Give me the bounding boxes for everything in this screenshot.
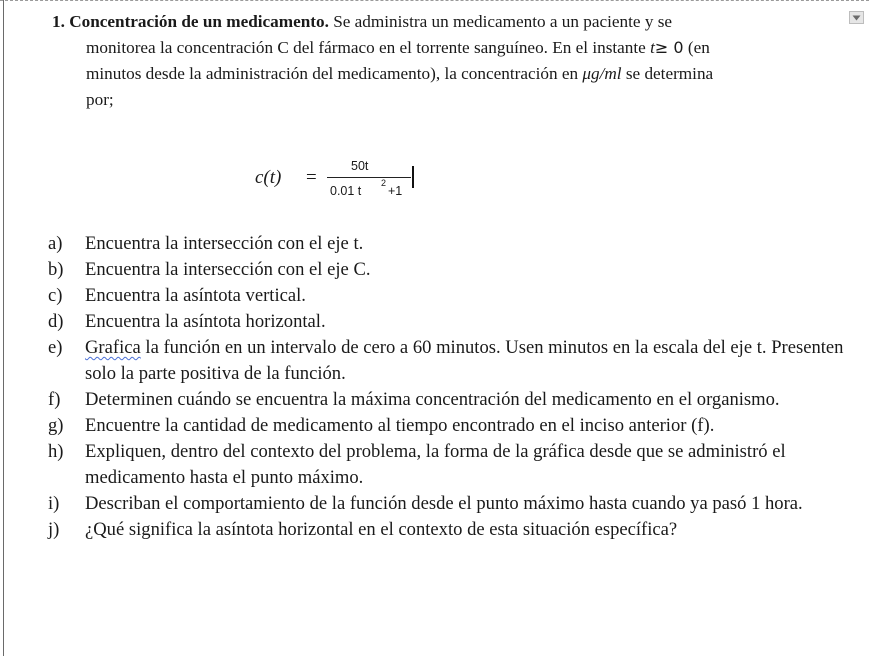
chevron-down-icon — [852, 15, 861, 21]
list-item — [48, 491, 858, 517]
problem-intro-2: monitorea la concentración C del fármaco en el torrente sanguíneo. En el instante — [86, 38, 646, 57]
list-item — [48, 335, 858, 387]
item-letter: e) — [48, 337, 63, 358]
list-item — [48, 439, 858, 491]
problem-intro-1: Se administra un medicamento a un paciente y se — [333, 12, 673, 31]
spellcheck-word[interactable]: Grafica — [85, 337, 141, 358]
list-item — [48, 309, 858, 335]
units: μg/ml — [582, 64, 622, 83]
problem-line-2 — [52, 35, 852, 61]
problem-title: Concentración de un medicamento. — [69, 12, 329, 31]
text-cursor — [412, 166, 414, 188]
item-letter: b) — [48, 259, 64, 280]
problem-intro-4: por; — [86, 90, 114, 109]
variable-t: t — [650, 38, 655, 57]
item-text: Encuentre la cantidad de medicamento al tiempo encontrado en el inciso anterior (f). — [85, 415, 715, 436]
problem-intro-3: minutos desde la administración del medicamento), la concentración en — [86, 64, 579, 83]
item-text: Encuentra la intersección con el eje C. — [85, 259, 371, 280]
item-letter: i) — [48, 493, 60, 514]
list-item — [48, 517, 858, 543]
ge-zero: ≥ 0 — [654, 38, 684, 57]
list-item — [48, 283, 858, 309]
item-text: Describan el comportamiento de la función desde el punto máximo hasta cuando ya pasó 1 hora. — [85, 493, 803, 514]
list-item — [48, 231, 858, 257]
formula-denominator: 0.01 t — [330, 184, 362, 198]
problem-line-3 — [52, 61, 852, 87]
formula-numerator: 50t — [351, 159, 369, 173]
item-letter: h) — [48, 441, 64, 462]
item-letter: c) — [48, 285, 63, 306]
item-text: ¿Qué significa la asíntota horizontal en el contexto de esta situación específica? — [85, 519, 678, 540]
item-letter: f) — [48, 389, 61, 410]
item-letter: g) — [48, 415, 64, 436]
problem-statement — [52, 9, 852, 113]
item-text: la función en un intervalo de cero a 60 minutos. Usen minutos en la escala del eje t. Presenten solo la parte positiva de la función. — [85, 337, 844, 384]
fraction-bar — [327, 177, 411, 178]
problem-line-4 — [52, 87, 852, 113]
problem-number: 1. — [52, 12, 65, 31]
item-letter: j) — [48, 519, 60, 540]
item-text: Encuentra la asíntota horizontal. — [85, 311, 326, 332]
item-text: Encuentra la asíntota vertical. — [85, 285, 306, 306]
problem-line-1 — [52, 9, 852, 35]
list-item — [48, 257, 858, 283]
item-letter: d) — [48, 311, 64, 332]
page-top-border — [0, 0, 869, 1]
task-list — [48, 231, 858, 543]
formula-exponent: 2 — [381, 178, 387, 188]
item-text: Expliquen, dentro del contexto del problema, la forma de la gráfica desde que se administró el medicamento hasta el punto máximo. — [85, 441, 786, 488]
formula-lhs: c(t) — [255, 167, 282, 188]
item-text: Determinen cuándo se encuentra la máxima concentración del medicamento en el organismo. — [85, 389, 780, 410]
list-item — [48, 387, 858, 413]
page-left-border — [3, 0, 4, 656]
formula-denominator-tail: +1 — [388, 184, 403, 198]
item-letter: a) — [48, 233, 63, 254]
formula-equals: = — [306, 167, 317, 188]
problem-intro-3-post: se determina — [625, 64, 714, 83]
list-item — [48, 413, 858, 439]
problem-intro-2-post: (en — [687, 38, 710, 57]
item-text: Encuentra la intersección con el eje t. — [85, 233, 364, 254]
